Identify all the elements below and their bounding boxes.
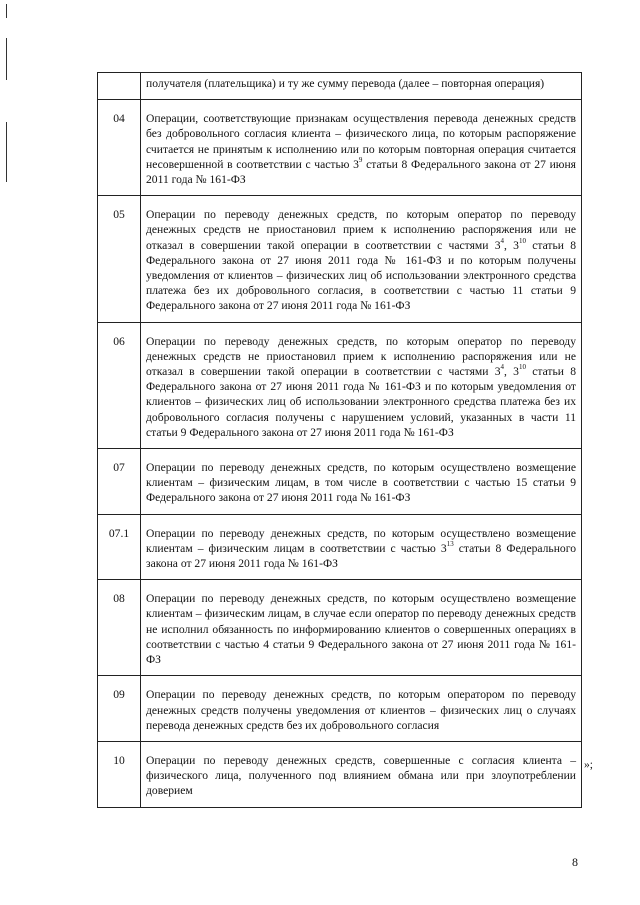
description-text: статьи 8 Федерального закона от 27 июня 2011 года № 161-ФЗ и по которым уведомления от клиентов – физических лиц об использовании электронного средства платежа без их добровольного согласия получены с нарушением условий, указанных в части 11 статьи 9 Федерального закона от 27 июня 2011 года № 161-ФЗ — [146, 365, 577, 439]
scan-edge-mark — [6, 122, 7, 182]
description-text: получателя (плательщика) и ту же сумму перевода (далее – повторная операция) — [146, 77, 545, 90]
superscript-ref: 9 — [358, 155, 363, 164]
row-description — [141, 741, 582, 807]
description-text: статьи 8 Федерального закона от 27 июня 2011 года № 161-ФЗ — [146, 541, 576, 571]
scan-edge-mark — [6, 4, 7, 18]
table-row — [98, 676, 582, 742]
table-row — [98, 741, 582, 807]
page-number: 8 — [572, 855, 578, 869]
row-code: 04 — [98, 100, 141, 196]
description-text: Операции, соответствующие признакам осуществления перевода денежных средств без добровольного согласия клиента – физического лица, по которым распоряжение считается не принятым к исполнению или по которым повторная операция считается несовершенной в соответствии с частью 3 — [146, 112, 576, 171]
row-description — [141, 322, 582, 448]
row-code: 10 — [98, 741, 141, 807]
description-text: , 3 — [504, 365, 519, 379]
description-text: , 3 — [504, 238, 519, 252]
table-row — [98, 449, 582, 515]
row-description — [141, 580, 582, 676]
description-text: Операции по переводу денежных средств, по которым оператор по переводу денежных средств не приостановил прием к исполнению распоряжения или не отказал в совершении такой операции в соответствии с частями 3 — [146, 334, 576, 379]
table-row — [98, 580, 582, 676]
superscript-ref: 10 — [518, 363, 526, 372]
table-row — [98, 73, 582, 100]
table-row — [98, 514, 582, 580]
description-text: Операции по переводу денежных средств, совершенные с согласия клиента – физического лица, полученного под влиянием обмана или при злоупотреблении доверием — [146, 753, 576, 798]
row-description — [141, 100, 582, 196]
scan-edge-mark — [6, 38, 7, 80]
row-code: 05 — [98, 196, 141, 322]
row-description — [141, 449, 582, 515]
row-code: 07.1 — [98, 514, 141, 580]
table-row — [98, 100, 582, 196]
description-text: статьи 8 Федерального закона от 27 июня 2011 года № 161-ФЗ — [146, 157, 576, 187]
superscript-ref: 4 — [500, 363, 505, 372]
superscript-ref: 10 — [518, 236, 526, 245]
operations-table — [97, 72, 582, 808]
row-code: 06 — [98, 322, 141, 448]
description-text: Операции по переводу денежных средств, по которым осуществлено возмещение клиентам – физическим лицам в соответствии с частью 3 — [146, 526, 576, 555]
row-code: 07 — [98, 449, 141, 515]
superscript-ref: 4 — [500, 236, 505, 245]
row-code — [98, 73, 141, 100]
table-row — [98, 196, 582, 322]
description-text: Операции по переводу денежных средств, по которым оператором по переводу денежных средств получены уведомления от клиентов – физических лиц о случаях перевода денежных средств без их добровольного согласия — [146, 688, 576, 732]
superscript-ref: 13 — [446, 540, 454, 549]
table-row — [98, 322, 582, 448]
closing-quote-mark: »; — [584, 758, 594, 771]
description-text: Операции по переводу денежных средств, по которым осуществлено возмещение клиентам – физическим лицам, в том числе в соответствии с частью 15 статьи 9 Федерального закона от 27 июня 2011 года № 161-ФЗ — [146, 461, 576, 505]
row-description — [141, 196, 582, 322]
row-code: 08 — [98, 580, 141, 676]
row-description — [141, 514, 582, 580]
description-text: Операции по переводу денежных средств, по которым оператор по переводу денежных средств не приостановил прием к исполнению распоряжения или не отказал в совершении такой операции в соответствии с частями 3 — [146, 208, 576, 252]
row-code: 09 — [98, 676, 141, 742]
description-text: статьи 8 Федерального закона от 27 июня 2011 года № 161-ФЗ и по которым получены уведомления от клиентов – физических лиц об использовании электронного средства платежа без их добровольного согласия, в соответствии с частью 11 статьи 9 Федерального закона от 27 июня 2011 года № 161-ФЗ — [146, 238, 577, 313]
row-description — [141, 73, 582, 100]
description-text: Операции по переводу денежных средств, по которым осуществлено возмещение клиентам – физическим лицам, в случае если оператор по переводу денежных средств не исполнил обязанность по информированию клиентов о совершенных операциях в соответствии с частью 4 статьи 9 Федерального закона от 27 июня 2011 года № 161-ФЗ — [146, 592, 576, 667]
row-description — [141, 676, 582, 742]
